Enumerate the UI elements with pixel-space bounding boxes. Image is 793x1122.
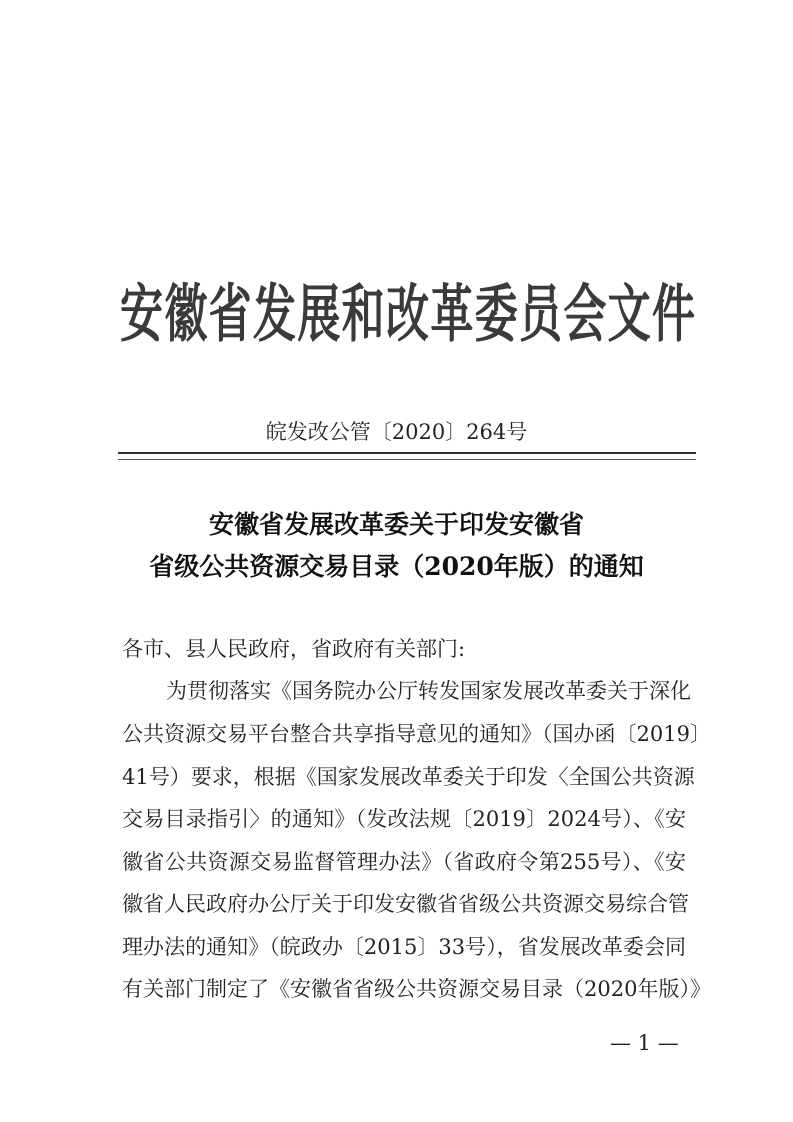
body-line: 为贯彻落实《国务院办公厅转发国家发展改革委关于深化 (166, 679, 691, 703)
body-line: 有关部门制定了《安徽省省级公共资源交易目录（2020年版）》 (122, 977, 711, 1001)
document-title-line-2: 省级公共资源交易目录（2020年版）的通知 (149, 552, 644, 581)
salutation: 各市、县人民政府，省政府有关部门: (122, 637, 466, 661)
document-number: 皖发改公管〔2020〕264号 (265, 420, 528, 444)
body-line: 公共资源交易平台整合共享指导意见的通知》（国办函〔2019〕 (122, 722, 711, 746)
body-line: 徽省公共资源交易监督管理办法》（省政府令第255号）、《安 (122, 850, 686, 874)
issuer-banner: 安徽省发展和改革委员会文件 (120, 278, 695, 352)
header-divider (118, 452, 696, 460)
body-line: 41号）要求，根据《国家发展改革委关于印发〈全国公共资源 (122, 765, 695, 789)
page-number: — 1 — (610, 1031, 679, 1055)
body-line: 徽省人民政府办公厅关于印发安徽省省级公共资源交易综合管 (122, 892, 689, 916)
document-title-line-1: 安徽省发展改革委关于印发安徽省 (208, 510, 584, 539)
body-line: 理办法的通知》（皖政办〔2015〕33号），省发展改革委会同 (122, 935, 686, 959)
body-line: 交易目录指引〉的通知》（发改法规〔2019〕2024号）、《安 (122, 807, 686, 831)
